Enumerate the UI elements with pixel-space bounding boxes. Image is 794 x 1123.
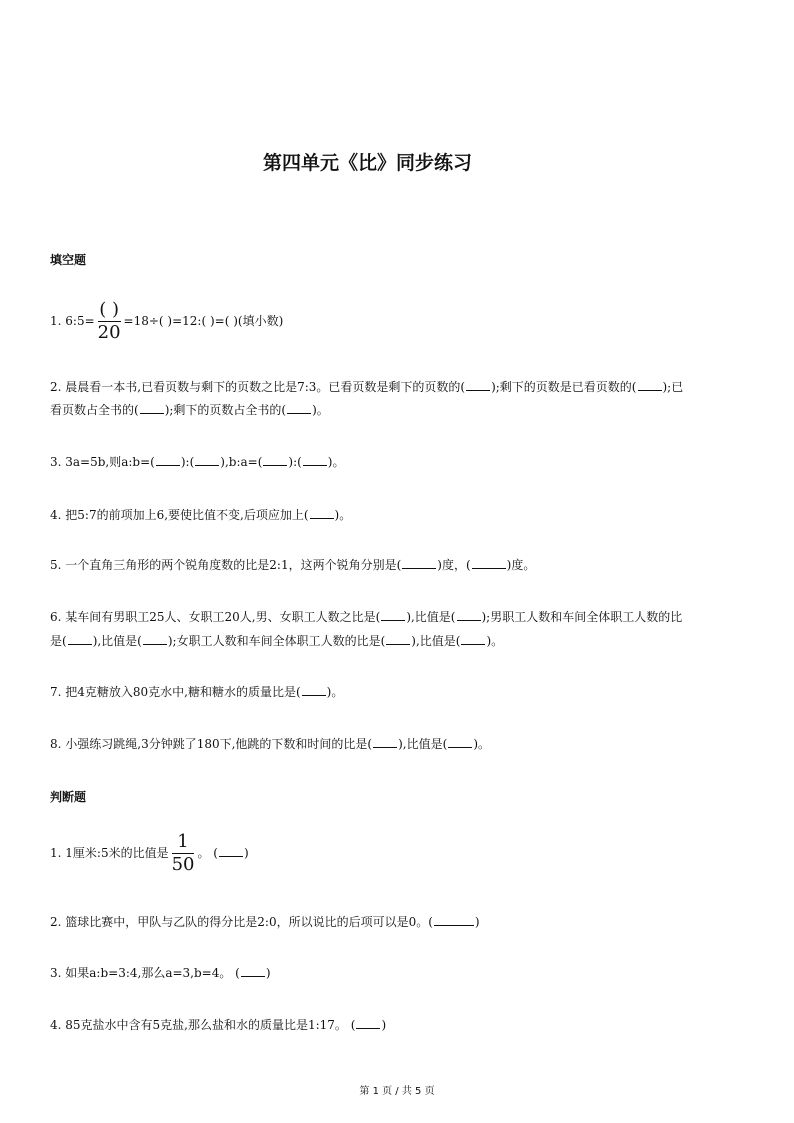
question-text: 8. 小强练习跳绳,3分钟跳了180下,他跳的下数和时间的比是( <box>50 737 373 751</box>
question-text: 3. 如果a:b=3:4,那么a=3,b=4。 ( <box>50 966 240 980</box>
question-text: )。 <box>473 737 490 751</box>
question-text: );剩下的页数是已看页数的( <box>491 380 637 394</box>
question-text: ):( <box>288 455 302 469</box>
question-text: 2. 篮球比赛中，甲队与乙队的得分比是2:0，所以说比的后项可以是0。( <box>50 915 433 929</box>
judge-question-3 <box>50 961 271 985</box>
question-text: )。 <box>334 508 352 522</box>
fraction-numerator: ( ) <box>99 299 119 320</box>
answer-blank[interactable] <box>402 556 436 569</box>
fill-question-3 <box>50 450 344 474</box>
fill-question-2-line-1 <box>50 375 683 399</box>
answer-blank[interactable] <box>68 632 92 645</box>
fraction-denominator: 50 <box>171 854 195 875</box>
answer-blank[interactable] <box>461 632 485 645</box>
question-text: 6. 某车间有男职工25人、女职工20人,男、女职工人数之比是( <box>50 610 381 624</box>
question-text: ):( <box>180 455 195 469</box>
answer-blank[interactable] <box>140 401 164 414</box>
answer-blank[interactable] <box>356 1016 380 1029</box>
answer-blank[interactable] <box>302 683 326 696</box>
answer-blank[interactable] <box>195 453 219 466</box>
section-heading-judge: 判断题 <box>50 790 87 804</box>
question-text: 1. 1厘米:5米的比值是 <box>50 846 169 860</box>
answer-blank[interactable] <box>373 735 397 748</box>
page-footer: 第 1 页 / 共 5 页 <box>359 1086 435 1097</box>
question-text: 1. 6:5= <box>50 314 95 328</box>
question-text: 是( <box>50 634 67 648</box>
question-text: ),比值是( <box>92 634 142 648</box>
question-text: );已 <box>662 380 684 394</box>
question-text: ) <box>381 1018 387 1032</box>
question-text: 。 ( <box>197 846 218 860</box>
answer-blank[interactable] <box>472 556 506 569</box>
fill-question-4 <box>50 503 351 527</box>
question-text: 看页数占全书的( <box>50 403 139 417</box>
judge-question-2 <box>50 910 480 934</box>
question-text: 7. 把4克糖放入80克水中,糖和糖水的质量比是( <box>50 685 301 699</box>
answer-blank[interactable] <box>310 506 334 519</box>
question-text: ),比值是( <box>411 634 461 648</box>
answer-blank[interactable] <box>303 453 327 466</box>
answer-blank[interactable] <box>386 632 410 645</box>
fill-question-5 <box>50 553 535 577</box>
answer-blank[interactable] <box>241 964 265 977</box>
question-text: )度。 <box>506 558 536 572</box>
judge-question-4 <box>50 1013 386 1037</box>
answer-blank[interactable] <box>434 913 474 926</box>
question-text: );女职工人数和车间全体职工人数的比是( <box>167 634 386 648</box>
question-text: ),比值是( <box>398 737 448 751</box>
question-text: ) <box>265 966 271 980</box>
fraction-denominator: 20 <box>97 322 121 343</box>
fill-question-1 <box>50 300 283 343</box>
answer-blank[interactable] <box>638 378 662 391</box>
question-text: )。 <box>486 634 504 648</box>
answer-blank[interactable] <box>466 378 490 391</box>
section-heading-fill: 填空题 <box>50 253 87 267</box>
question-text: 4. 把5:7的前项加上6,要使比值不变,后项应加上( <box>50 508 309 522</box>
question-text: 4. 85克盐水中含有5克盐,那么盐和水的质量比是1:17。 ( <box>50 1018 356 1032</box>
fraction-numerator: 1 <box>177 831 189 852</box>
question-text: ),比值是( <box>406 610 456 624</box>
answer-blank[interactable] <box>287 401 311 414</box>
answer-blank[interactable] <box>156 453 180 466</box>
question-text: )。 <box>326 685 344 699</box>
fill-question-7 <box>50 680 343 704</box>
question-text: ) <box>243 846 249 860</box>
fill-question-6-line-2 <box>50 629 503 653</box>
judge-question-1 <box>50 832 249 875</box>
answer-blank[interactable] <box>381 608 405 621</box>
fill-question-8 <box>50 732 490 756</box>
question-text: 5. 一个直角三角形的两个锐角度数的比是2:1，这两个锐角分别是( <box>50 558 402 572</box>
answer-blank[interactable] <box>219 844 243 857</box>
answer-blank[interactable] <box>448 735 472 748</box>
page-title: 第四单元《比》同步练习 <box>262 152 472 174</box>
fraction <box>98 300 121 343</box>
question-text: 2. 晨晨看一本书,已看页数与剩下的页数之比是7:3。已看页数是剩下的页数的( <box>50 380 466 394</box>
question-text: )度，( <box>437 558 471 572</box>
question-text: )。 <box>312 403 329 417</box>
question-text: );剩下的页数占全书的( <box>164 403 287 417</box>
question-text: 3. 3a=5b,则a:b=( <box>50 455 155 469</box>
fill-question-6-line-1 <box>50 605 682 629</box>
fraction <box>172 832 195 875</box>
question-text: )。 <box>327 455 345 469</box>
answer-blank[interactable] <box>457 608 481 621</box>
question-text: ),b:a=( <box>220 455 263 469</box>
question-text: ) <box>474 915 480 929</box>
answer-blank[interactable] <box>263 453 287 466</box>
answer-blank[interactable] <box>143 632 167 645</box>
question-text: );男职工人数和车间全体职工人数的比 <box>481 610 683 624</box>
fill-question-2-line-2 <box>50 398 329 422</box>
question-text: =18÷( )=12:( )=( )(填小数) <box>123 314 284 328</box>
